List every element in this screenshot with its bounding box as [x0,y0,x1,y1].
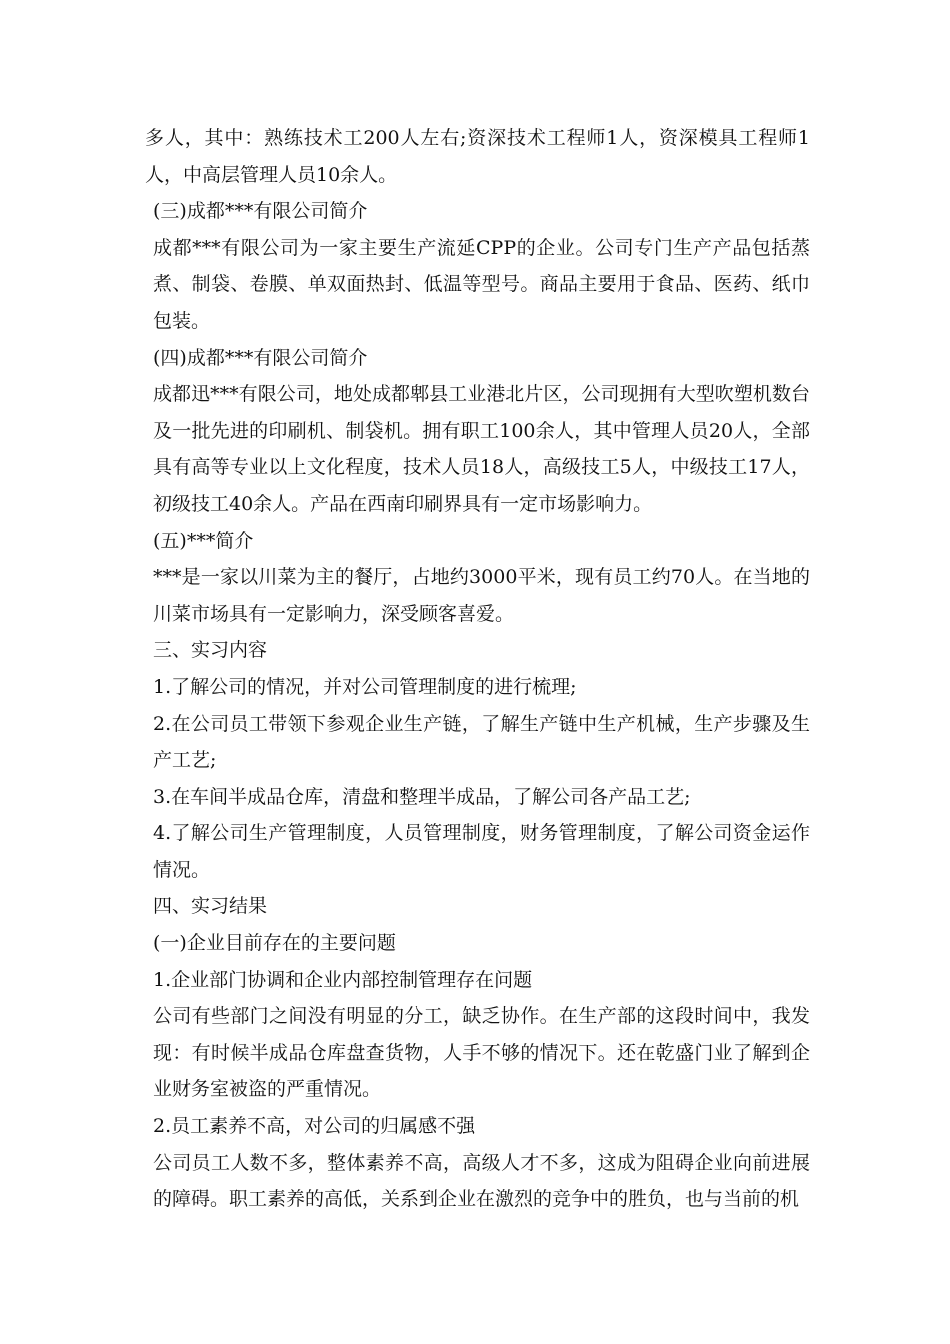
section-heading-internship-results: 四、实习结果 [153,895,268,918]
document-body [145,120,810,1218]
problem-heading-2: 2.员工素养不高，对公司的归属感不强 [153,1115,476,1138]
problem-paragraph-1: 公司有些部门之间没有明显的分工，缺乏协作。在生产部的这段时间中，我发现：有时候半成品仓库盘查货物，人手不够的情况下。还在乾盛门业了解到企业财务室被盗的严重情况。 [153,1005,810,1101]
list-item-content-2: 2.在公司员工带领下参观企业生产链，了解生产链中生产机械，生产步骤及生产工艺; [153,712,810,772]
heading-company-3: (三)成都***有限公司简介 [153,200,368,223]
list-item-content-1: 1.了解公司的情况，并对公司管理制度的进行梳理; [153,675,577,698]
heading-company-5: (五)***简介 [153,529,254,552]
paragraph-company-3: 成都***有限公司为一家主要生产流延CPP的企业。公司专门生产产品包括蒸煮、制袋、卷膜、单双面热封、低温等型号。商品主要用于食品、医药、纸巾包装。 [153,236,810,332]
paragraph-company-5: ***是一家以川菜为主的餐厅，占地约3000平米，现有员工约70人。在当地的川菜市场具有一定影响力，深受顾客喜爱。 [153,566,810,625]
problem-heading-1: 1.企业部门协调和企业内部控制管理存在问题 [153,968,533,991]
paragraph-staff-summary: 多人，其中：熟练技术工200人左右;资深技术工程师1人，资深模具工程师1人，中高层管理人员10余人。 [145,127,810,186]
heading-company-4: (四)成都***有限公司简介 [153,346,368,369]
paragraph-company-4: 成都迅***有限公司，地处成都郫县工业港北片区，公司现拥有大型吹塑机数台及一批先进的印刷机、制袋机。拥有职工100余人，其中管理人员20人，全部具有高等专业以上文化程度，技术人员18人，高级技工5人，中级技工17人，初级技工40余人。产品在西南印刷界具有一定市场影响力。 [153,383,810,515]
list-item-content-4: 4.了解公司生产管理制度，人员管理制度，财务管理制度，了解公司资金运作情况。 [153,822,810,881]
list-item-content-3: 3.在车间半成品仓库，清盘和整理半成品，了解公司各产品工艺; [153,785,691,808]
subheading-main-problems: (一)企业目前存在的主要问题 [153,932,396,955]
section-heading-internship-content: 三、实习内容 [153,639,268,662]
problem-paragraph-2: 公司员工人数不多，整体素养不高，高级人才不多，这成为阻碍企业向前进展的障碍。职工素养的高低，关系到企业在激烈的竞争中的胜负，也与当前的机 [153,1151,810,1211]
